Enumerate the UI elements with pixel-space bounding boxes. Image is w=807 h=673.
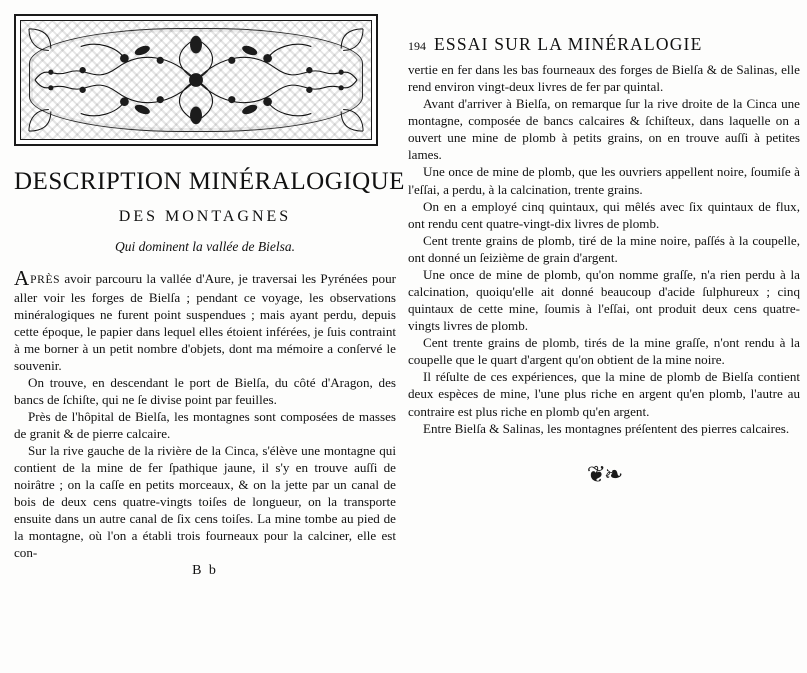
paragraph: Avant d'arriver à Bielſa, on remarque ſur la rive droite de la Cinca une montagne, composée de bancs calcaires & ſchiſteux, dans laquelle on a ouvert une mine de plomb à petits grains, on en trouve auſſi à petites lames. [408,96,800,163]
paragraph: Une once de mine de plomb, que les ouvriers appellent noire, ſoumiſe à l'eſſai, a perdu, à la calcination, trente grains. [408,164,800,197]
paragraph: On trouve, en descendant le port de Bielſa, du côté d'Aragon, des bancs de ſchiſte, qui ne ſe divise point par feuilles. [14,375,396,408]
paragraph: Entre Bielſa & Salinas, les montagnes préſentent des pierres calcaires. [423,420,790,436]
paragraph: Il réſulte de ces expériences, que la mine de plomb de Bielſa contient deux espèces de mine, l'une plus riche en argent qu'en plomb, l'autre au contraire est plus riche en plomb qu'en argent. [408,369,800,419]
paragraph-text: avoir parcouru la vallée d'Aure, je traversai les Pyrénées pour aller voir les forges de Bielſa ; pendant ce voyage, les observations minéralogiques ne furent point suspendues ; mais ayant perdu, depuis cette époque, le papier dans lequel elles étoient inférées, je ſuis contraint à me borner à un petit nombre d'objets, dont ma mémoire a conſervé le souvenir. [14,271,396,374]
left-column-body [14,268,396,561]
paragraph: Cent trente grains de plomb, tirés de la mine graſſe, n'ont rendu à la coupelle que le quart d'argent qu'on obtient de la mine noire. [408,335,800,368]
opening-smallcaps: PRÈS [30,274,61,286]
page-title: DESCRIPTION MINÉRALOGIQUE [14,168,405,195]
engraved-floral-headpiece [14,14,378,146]
headpiece-inner-panel [20,20,372,140]
headpiece-vine-artwork [21,21,371,139]
left-text-column [14,0,405,673]
paragraph: Près de l'hôpital de Bielſa, les montagnes sont composées de masses de granit & de pierre calcaire. [14,409,396,442]
paragraph: On en a employé cinq quintaux, qui mêlés avec ſix quintaux de flux, ont rendu cent quatre-vingt-dix livres de plomb. [408,198,800,231]
page-title-italic-line: Qui dominent la vallée de Bielsa. [115,239,295,254]
right-text-column [408,0,800,673]
paragraph: vertie en fer dans les bas fourneaux des forges de Bielſa & de Salinas, elle rend environ vingt-deux livres de fer par quintal. [408,62,800,95]
paragraph: Une once de mine de plomb, qu'on nomme graſſe, n'a rien perdu à la calcination, quoiqu'elle ait donné beaucoup d'acide ſulphureux ; cinq quintaux de cette mine, ſoumis à l'eſſai, ont produit deux cens quatre-vingts livres de plomb. [408,266,800,334]
printers-tailpiece-ornament: ❦❧ [586,461,622,487]
running-header [408,34,800,55]
paragraph: Sur la rive gauche de la rivière de la Cinca, s'élève une montagne qui contient de la mine de fer ſpathique jaune, il s'y en trouve auſſi de noirâtre ; on la caſſe en petits morceaux, & on la jette par un canal de bois de deux cens quatre-vingts toiſes de longueur, on la transporte ensuite dans un autre canal de ſix cens toiſes. La mine tombe au pied de la montagne, où l'on a établi trois fourneaux pour la calciner, elle est con- [14,443,396,561]
paragraph-opening [14,268,396,374]
page-subtitle: DES MONTAGNES [118,208,292,225]
right-column-body [408,61,800,437]
folio-number: 194 [408,39,426,53]
drop-capital: A [14,266,30,290]
signature-catchword: B b [192,563,218,579]
running-head-title: ESSAI SUR LA MINÉRALOGIE [434,34,703,54]
paragraph: Cent trente grains de plomb, tiré de la mine noire, paſſés à la coupelle, ont donné un ſeizième de grain d'argent. [408,232,800,265]
